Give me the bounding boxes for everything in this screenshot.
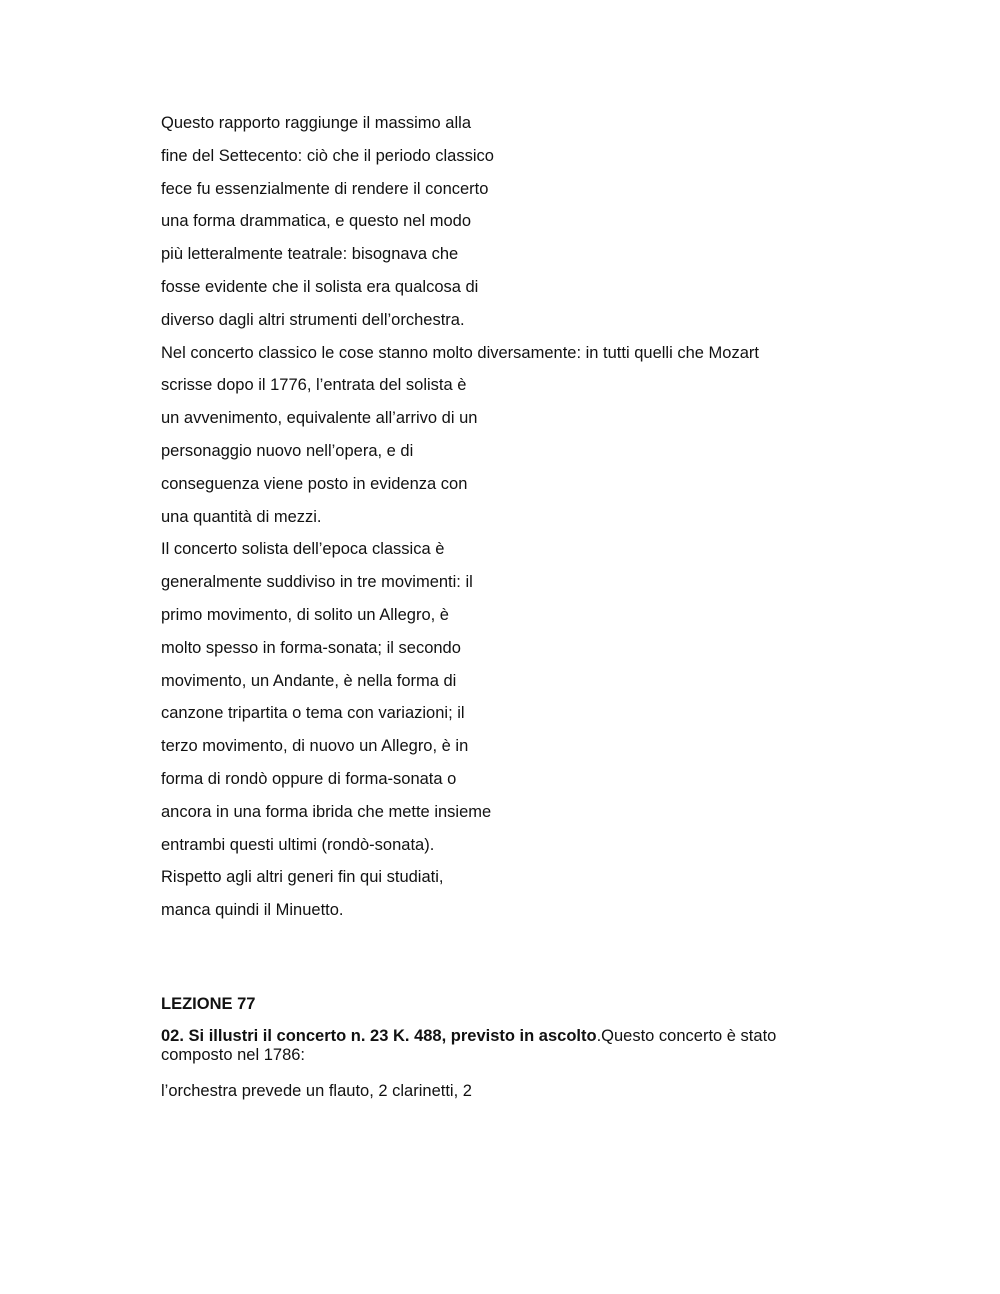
text-line: Il concerto solista dell’epoca classica è [161, 540, 445, 559]
question-title: 02. Si illustri il concerto n. 23 K. 488, previsto in ascolto [161, 1027, 597, 1045]
text-line: diverso dagli altri strumenti dell’orchestra. [161, 310, 465, 329]
text-line: canzone tripartita o tema con variazioni; il [161, 704, 465, 723]
text-line: forma di rondò oppure di forma-sonata o [161, 769, 457, 788]
text-line: Questo rapporto raggiunge il massimo alla [161, 114, 471, 132]
text-line: entrambi questi ultimi (rondò-sonata). [161, 835, 435, 854]
body-text [161, 107, 821, 927]
text-line: Rispetto agli altri generi fin qui studiati, [161, 868, 444, 887]
text-line: movimento, un Andante, è nella forma di [161, 671, 457, 690]
text-line: più letteralmente teatrale: bisognava che [161, 245, 459, 264]
text-line: fine del Settecento: ciò che il periodo classico [161, 146, 494, 165]
text-line: l’orchestra prevede un flauto, 2 clarinetti, 2 [161, 1082, 472, 1100]
text-line: scrisse dopo il 1776, l’entrata del solista è [161, 376, 467, 395]
text-line: un avvenimento, equivalente all’arrivo di un [161, 409, 478, 428]
text-line: conseguenza viene posto in evidenza con [161, 474, 468, 493]
text-line: fece fu essenzialmente di rendere il concerto [161, 179, 489, 198]
text-line: una quantità di mezzi. [161, 507, 322, 526]
text-line: Nel concerto classico le cose stanno molto diversamente: in tutti quelli che Mozart [161, 343, 759, 362]
text-line: molto spesso in forma-sonata; il secondo [161, 638, 461, 657]
lesson-heading: LEZIONE 77 [161, 995, 256, 1013]
text-line: generalmente suddiviso in tre movimenti: il [161, 573, 473, 592]
text-line: personaggio nuovo nell’opera, e di [161, 441, 414, 460]
text-line: una forma drammatica, e questo nel modo [161, 212, 471, 231]
question-paragraph [161, 1027, 821, 1065]
text-line: ancora in una forma ibrida che mette insieme [161, 802, 492, 821]
text-line: manca quindi il Minuetto. [161, 901, 344, 920]
text-line: terzo movimento, di nuovo un Allegro, è in [161, 737, 469, 756]
text-line: primo movimento, di solito un Allegro, è [161, 605, 449, 624]
question-text: .Questo concerto è stato composto nel 1786: [161, 1027, 777, 1064]
text-line: fosse evidente che il solista era qualcosa di [161, 277, 479, 296]
